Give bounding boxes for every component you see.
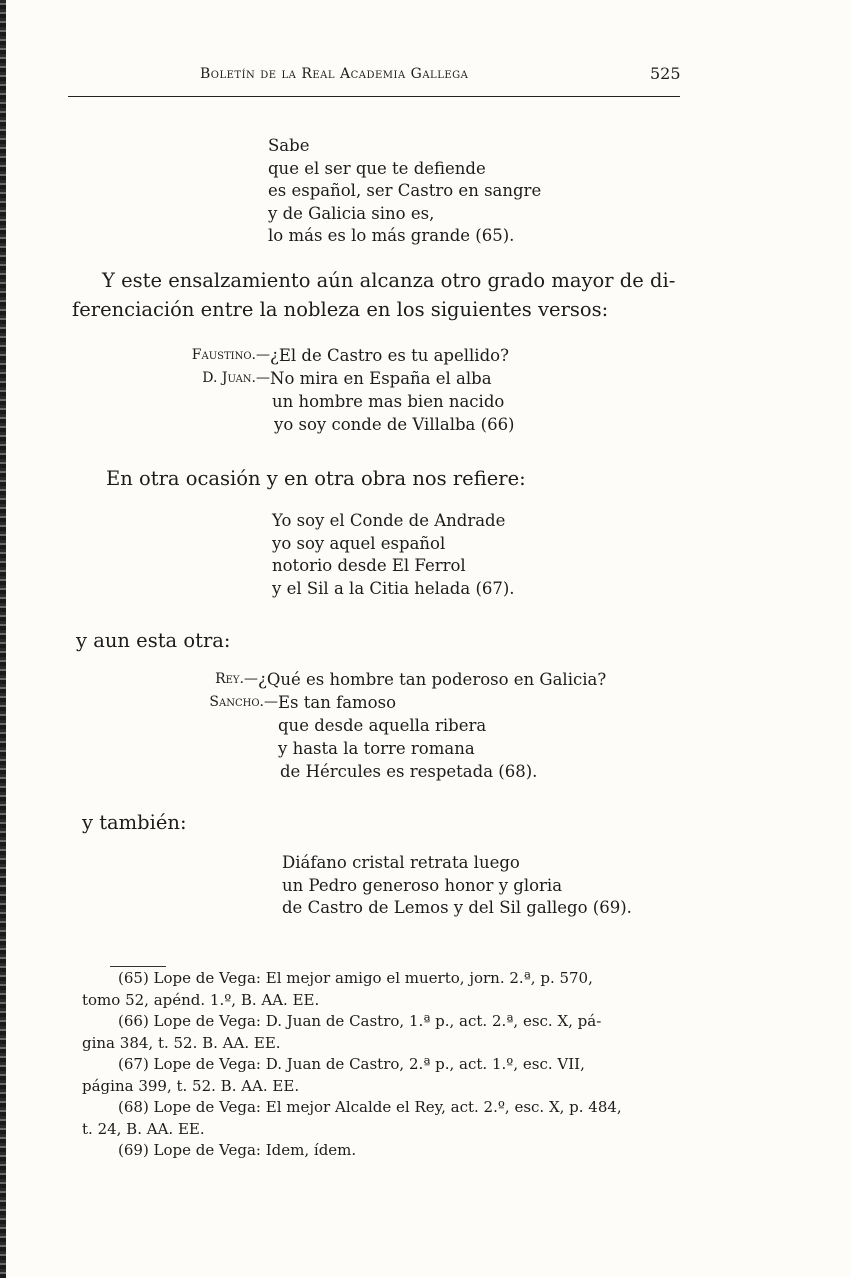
- speaker-label: Faustino.—: [191, 347, 270, 363]
- paragraph-line: y también:: [82, 811, 187, 834]
- verse-block-3: [282, 852, 632, 920]
- footnote-line: página 399, t. 52. B. AA. EE.: [82, 1076, 300, 1095]
- verse-block-2: [272, 510, 515, 600]
- dialog-row: [0, 413, 850, 436]
- speaker-label: D. Juan.—: [202, 370, 270, 386]
- dialog-row: [0, 367, 850, 390]
- verse-line: de Castro de Lemos y del Sil gallego (69).: [282, 898, 632, 917]
- dialog-row: [0, 390, 850, 413]
- footnote-line: (66) Lope de Vega: D. Juan de Castro, 1.ª p., act. 2.ª, esc. X, pá-: [118, 1012, 602, 1030]
- running-header-title: Boletín de la Real Academia Gallega: [200, 66, 469, 82]
- dialog-row: [0, 737, 850, 760]
- footnote-line: (65) Lope de Vega: El mejor amigo el muerto, jorn. 2.ª, p. 570,: [118, 969, 593, 987]
- dialog-text: ¿El de Castro es tu apellido?: [270, 346, 509, 365]
- verse-line: lo más es lo más grande (65).: [268, 226, 515, 245]
- footnotes: [82, 968, 700, 1162]
- dialog-block-1: [0, 344, 850, 436]
- paragraph-line: y aun esta otra:: [76, 629, 231, 652]
- paragraph-line: Y este ensalzamiento aún alcanza otro grado mayor de di-: [102, 269, 676, 292]
- scan-binding-edge: [0, 0, 6, 1278]
- verse-line: que el ser que te defiende: [268, 158, 486, 178]
- verse-line: un Pedro generoso honor y gloria: [282, 875, 563, 895]
- verse-line: Diáfano cristal retrata luego: [282, 853, 520, 872]
- dialog-text: No mira en España el alba: [270, 369, 492, 388]
- dialog-text: Es tan famoso: [278, 693, 397, 712]
- verse-line: Sabe: [268, 136, 310, 155]
- verse-block-1: [268, 135, 541, 248]
- footnote-line: t. 24, B. AA. EE.: [82, 1119, 205, 1138]
- footnote-line: (68) Lope de Vega: El mejor Alcalde el Rey, act. 2.º, esc. X, p. 484,: [118, 1098, 622, 1116]
- dialog-text: y hasta la torre romana: [278, 739, 475, 758]
- verse-line: Yo soy el Conde de Andrade: [272, 511, 506, 530]
- speaker-label: Sancho.—: [209, 694, 278, 710]
- footnote-rule: [110, 966, 166, 967]
- dialog-row: [0, 668, 850, 691]
- header-rule: [68, 96, 680, 97]
- dialog-row: [0, 760, 850, 783]
- speaker-label: Rey.—: [215, 671, 258, 687]
- dialog-text: ¿Qué es hombre tan poderoso en Galicia?: [258, 670, 607, 689]
- paragraph-line: En otra ocasión y en otra obra nos refiere:: [106, 467, 526, 490]
- dialog-row: [0, 691, 850, 714]
- footnote-line: (67) Lope de Vega: D. Juan de Castro, 2.ª p., act. 1.º, esc. VII,: [118, 1055, 585, 1073]
- footnote-line: tomo 52, apénd. 1.º, B. AA. EE.: [82, 990, 320, 1009]
- dialog-row: [0, 344, 850, 367]
- footnote-line: (69) Lope de Vega: Idem, ídem.: [118, 1141, 357, 1159]
- dialog-text: un hombre mas bien nacido: [272, 392, 505, 411]
- dialog-text: yo soy conde de Villalba (66): [274, 415, 515, 434]
- verse-line: notorio desde El Ferrol: [272, 556, 466, 575]
- verse-line: y el Sil a la Citia helada (67).: [272, 578, 515, 598]
- verse-line: y de Galicia sino es,: [268, 203, 435, 223]
- verse-line: yo soy aquel español: [272, 533, 446, 553]
- dialog-block-2: [0, 668, 850, 783]
- paragraph-line: ferenciación entre la nobleza en los siguientes versos:: [72, 298, 609, 321]
- verse-line: es español, ser Castro en sangre: [268, 181, 542, 200]
- dialog-row: [0, 714, 850, 737]
- dialog-text: que desde aquella ribera: [278, 716, 487, 735]
- dialog-text: de Hércules es respetada (68).: [280, 762, 538, 781]
- page-number: 525: [650, 64, 681, 83]
- footnote-line: gina 384, t. 52. B. AA. EE.: [82, 1033, 281, 1052]
